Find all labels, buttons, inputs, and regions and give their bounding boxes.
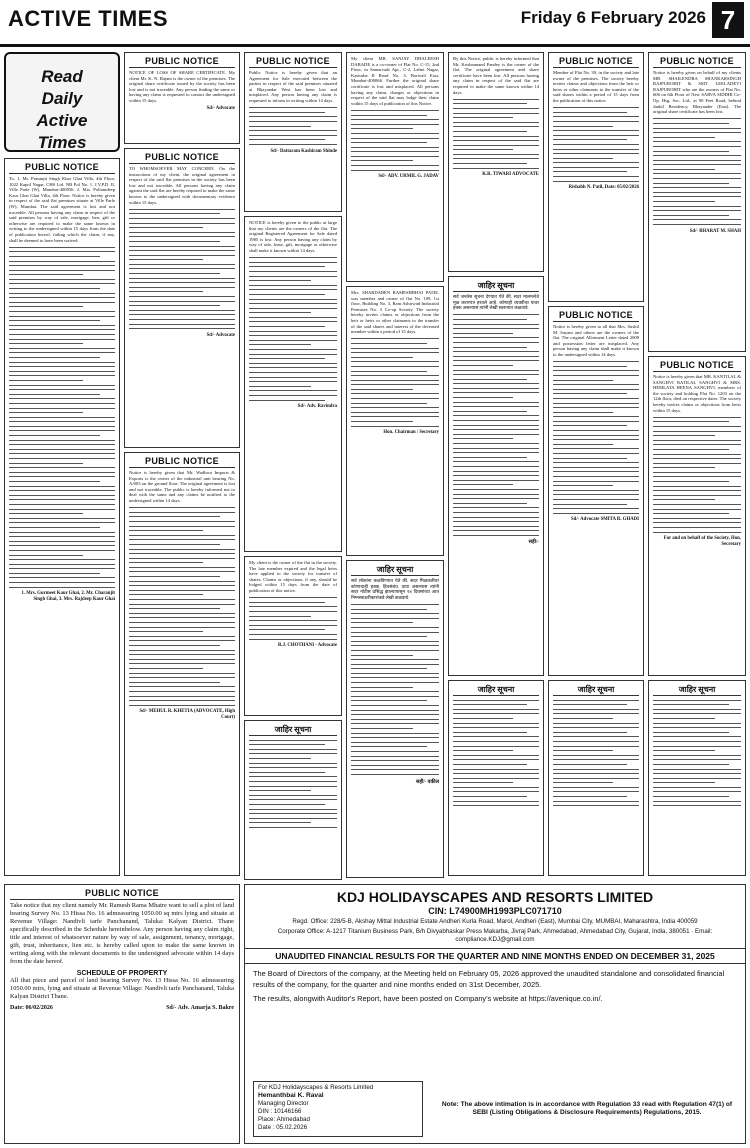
notice-body: Notice is hereby given that MR. KANTILAL & SANGHVI RATILAL SANGHVI & MRS. HEMLATA HEENA SANGHVI, members of the society and holding Flat No. 1203 on the 12th floor, died on respective dates. The society hereby invites claims or objections from heirs within 15 days. bbox=[653, 374, 741, 413]
notice-signatory: Sd/- BHARAT M. SHAH bbox=[689, 228, 741, 234]
public-notice bbox=[346, 52, 444, 282]
column-1 bbox=[4, 52, 120, 880]
public-notice bbox=[448, 52, 544, 272]
column-4 bbox=[346, 52, 444, 880]
public-notice bbox=[548, 52, 644, 302]
notice-signatory: सही/- bbox=[528, 540, 539, 546]
column-5 bbox=[448, 52, 544, 880]
public-notice bbox=[648, 52, 746, 352]
results-paragraph-2: The results, alongwith Auditor's Report, have been posted on Company's website at https://avenique.co.in/. bbox=[253, 994, 603, 1003]
notice-signatory: Sd/- Adv. Amarja S. Bakre bbox=[166, 1005, 234, 1011]
notice-text-lines bbox=[351, 338, 439, 426]
notice-signatory: Sd/- Dattaram Kashiram Shinde bbox=[270, 148, 337, 154]
public-notice bbox=[124, 148, 240, 448]
notice-heading: PUBLIC NOTICE bbox=[129, 152, 235, 164]
public-notice bbox=[244, 216, 342, 552]
public-notice bbox=[124, 452, 240, 876]
notice-text-lines bbox=[553, 700, 639, 807]
notice-footer bbox=[10, 1005, 234, 1011]
notice-heading: PUBLIC NOTICE bbox=[249, 56, 337, 68]
notice-date: Date: 06/02/2026 bbox=[10, 1005, 53, 1011]
notice-text-lines bbox=[249, 257, 337, 400]
notice-body: Notice is hereby given that Mr. Wadhwa Imports & Exports is the owner of the industrial unit bearing No. A/003 on the ground floor. The original agreement is lost and not traceable. The public is hereby informed not to deal with the same and any claims be notified to the undersigned within 14 days. bbox=[129, 470, 235, 503]
results-subtitle: UNAUDITED FINANCIAL RESULTS FOR THE QUARTER AND NINE MONTHS ENDED ON DECEMBER 31, 2025 bbox=[245, 948, 745, 964]
notice-heading: PUBLIC NOTICE bbox=[553, 56, 639, 68]
notice-signatory: 1. Mrs. Gurmeet Kaur Ghai, 2. Mr. Charanjit Singh Ghai, 3. Mrs. Rajdeep Kaur Ghai bbox=[21, 591, 115, 603]
notice-body: Take notice that my client namely Mr. Ramesh Rama Mhatre want to sell a plot of land bearing Survey No. 13 Hissa No. 16 admeasuring 1050.00 sq mtrs lying and situate at Revenue Village: Nandivli tarfe Panchanand, Taluka: Kalyan District. Thane specifically described in the Schedule hereinbelow. Any person having any claim right, title and interest of whatsoever nature by way of sale, assignment, tenancy, mortgage, gift, trust, inheritance, lien etc. is hereby called upon to make the same known in writing along with the relevant documents to the undersigned advocate within 14 days from the date hereof. bbox=[10, 902, 234, 965]
notice-text-lines bbox=[653, 118, 741, 225]
column-3 bbox=[244, 52, 342, 880]
notice-text-lines bbox=[351, 110, 439, 171]
public-notice bbox=[124, 52, 240, 144]
land-sale-public-notice bbox=[4, 884, 240, 1144]
hindi-notice-heading: जाहिर सूचना bbox=[351, 564, 439, 576]
notice-heading: PUBLIC NOTICE bbox=[653, 56, 741, 68]
notice-signatory: K.R. TIWARI ADVOCATE bbox=[482, 172, 539, 178]
notice-signatory: Sd/- Advocate bbox=[206, 105, 235, 111]
promo-line-4: Times bbox=[37, 133, 87, 152]
public-notice bbox=[4, 158, 120, 876]
notice-text-lines bbox=[249, 107, 337, 145]
notice-signatory: Rishabh N. Patil, Date: 05/02/2026 bbox=[568, 185, 639, 191]
notice-signatory: Sd/- ADV. URMIL G. JADAV bbox=[378, 174, 439, 180]
notice-body: Notice is hereby given on behalf of my clients MR. SHAILENDRA SHANKARSINGH RAJPUROHIT & SMT. LEELADEVI RAJPUROHIT who are the owners of Flat No. 606 on 6th Floor of New SARVA SIDDHI Co-Op. Hsg. Soc. Ltd., at 90 Feet Road, behind Jankil Residency, Bhayander (East). The original share certificate has been lost. bbox=[653, 70, 741, 115]
hindi-notice bbox=[548, 680, 644, 876]
notice-body: NOTICE OF LOSS OF SHARE CERTIFICATE. My client Mr. K. N. Rajani is the owner of the premises. The original share certificate issued by the society has been lost and is not traceable. Any person finding the same or having any claim is requested to contact the undersigned within 15 days. bbox=[129, 70, 235, 103]
hindi-notice-heading: जाहिर सूचना bbox=[553, 684, 639, 696]
promo-line-1: Read bbox=[41, 67, 83, 86]
signatory-name: Hemanthbai K. Raval bbox=[258, 1092, 324, 1099]
signatory-role: Managing Director bbox=[258, 1100, 309, 1107]
column-7 bbox=[648, 52, 746, 880]
hindi-notice bbox=[448, 680, 544, 876]
promo-line-2: Daily bbox=[41, 89, 83, 108]
hindi-notice bbox=[244, 720, 342, 880]
notice-heading: PUBLIC NOTICE bbox=[129, 456, 235, 468]
results-paragraph-1: The Board of Directors of the company, at the Meeting held on February 05, 2026 approved the unaudited standalone and consolidated financial results of the company, for the quarter and nine months ended on 31st December, 2025. bbox=[253, 969, 725, 989]
signatory-date: Date : 05.02.2026 bbox=[258, 1124, 308, 1131]
company-cin: CIN: L74900MH1993PLC071710 bbox=[428, 906, 562, 916]
notice-signatory: For and on behalf of the Society, Hon. Secretary bbox=[663, 536, 741, 547]
notice-body: Member of Flat No. 39, in the society and late owner of the premises. The society hereby invites claims and objections from the heir or heirs or other claimants to the transfer of the said shares within a period of 15 days from the publication of this notice. bbox=[553, 70, 639, 103]
hindi-notice-heading: जाहिर सूचना bbox=[249, 724, 337, 736]
masthead bbox=[0, 0, 750, 47]
corporate-office: Corporate Office: A-1217 Titanium Business Park, B/h Divyabhaskar Press Makarba, Jivraj Park, Ahmedabad, Ahmedabad City, Gujarat, India, 380051 · Email: compliance.KDJ@gmail.com bbox=[277, 928, 713, 943]
notice-text-lines bbox=[653, 700, 741, 807]
issue-date: Friday 6 February 2026 bbox=[520, 8, 706, 27]
notice-text-lines bbox=[453, 99, 539, 169]
notice-signatory: Sd/- MEHUL R. KHETIA (ADVOCATE, High Court) bbox=[139, 709, 235, 721]
notice-text-lines bbox=[129, 507, 235, 706]
column-6 bbox=[548, 52, 644, 880]
notice-text-lines bbox=[653, 417, 741, 533]
hindi-notice bbox=[648, 680, 746, 876]
schedule-title: SCHEDULE OF PROPERTY bbox=[76, 970, 168, 977]
hindi-notice-heading: जाहिर सूचना bbox=[453, 684, 539, 696]
notice-heading: PUBLIC NOTICE bbox=[653, 360, 741, 372]
column-2 bbox=[124, 52, 240, 880]
public-notice bbox=[648, 356, 746, 676]
notice-signatory: सही/- वकील bbox=[416, 779, 439, 785]
public-notice bbox=[244, 52, 342, 212]
notice-body: TO WHOMSOEVER MAY CONCERN. On the instructions of my client, the original agreement in respect of the said flat premises in the society has been lost and not traceable. All persons having any claim against the said flat are hereby required to make the same known to the undersigned with documentary evidence within 15 days. bbox=[129, 166, 235, 205]
notice-heading: PUBLIC NOTICE bbox=[10, 888, 234, 900]
notice-body: Public Notice is hereby given that an Agreement for Sale executed between the parties in respect of the said premises situated at Bhayandar West has been lost and misplaced. Any person having any claim is requested to inform in writing within 14 days. bbox=[249, 70, 337, 103]
signatory-place: Place: Ahmedabad bbox=[258, 1116, 310, 1123]
marathi-notice bbox=[448, 276, 544, 676]
notice-text-lines bbox=[453, 700, 539, 807]
notice-body: सर्व लोकांना कळविण्यात येते की, सदर मिळकतीवर कोणाचाही हक्क, हितसंबंध, दावा असल्यास त्यांनी सदर नोटीस प्रसिद्ध झाल्यापासून १४ दिवसांच्या आत निम्नस्वाक्षरीकारांकडे लेखी कळवावे. bbox=[351, 578, 439, 600]
hindi-notice-heading: जाहिर सूचना bbox=[653, 684, 741, 696]
notice-body: My client is the owner of the flat in the society. The late member expired and the legal heirs have applied to the society for transfer of shares. Claims or objections, if any, should be lodged within 15 days from the date of publication of this notice. bbox=[249, 560, 337, 593]
notice-text-lines bbox=[553, 107, 639, 182]
signatory-box bbox=[253, 1081, 423, 1137]
notice-heading: PUBLIC NOTICE bbox=[553, 310, 639, 322]
notice-text-lines bbox=[129, 209, 235, 329]
kdj-results-advertisement bbox=[244, 884, 746, 1144]
hindi-notice-heading: जाहिर सूचना bbox=[453, 280, 539, 292]
notice-signatory: Sd/- Advocate bbox=[206, 332, 235, 338]
schedule-body: All that piece and parcel of land bearing Survey No. 13 Hissa No. 16 admeasuring 1050.00 mtrs, lying and situate at Revenue Village: Nandivli tarfe Panchanand, Taluka Kalyan District Thane. bbox=[10, 977, 234, 1000]
signatory-din: DIN : 10146166 bbox=[258, 1108, 302, 1115]
newspaper-title: ACTIVE TIMES bbox=[8, 6, 169, 31]
notice-heading: PUBLIC NOTICE bbox=[9, 162, 115, 174]
notice-body: To, 1. Mr. Prasanjit Singh Khar Ghai Villa, 4th Floor, 1022 Kapol Nagar, CHS Ltd. NB Pol No. 1, J.V.P.D. II, Ville Parle (W), Mumbai-400056. 2. Mrs. Pollamdeep Kaur Ghai Ghai Villa, 4th Floor. Notice is hereby given in respect of the said flat premises situate at Ville Parle (W), Mumbai. The said agreement is lost and not traceable. All persons having any claim in respect of the said premises by way of sale, mortgage, lien, gift or otherwise are required to make the same known in writing to the undersigned within 15 days from the date of publication hereof, failing which the claim, if any, shall be deemed to have been waived. bbox=[9, 176, 115, 243]
registered-office: Regd. Office: 228/5-B, Akshay Mittal Industrial Estate Andheri Kurla Road, Marol, Andheri (East), Mumbai City, MUMBAI, Maharashtra, India 400059 bbox=[292, 918, 698, 925]
notice-text-lines bbox=[553, 361, 639, 514]
notice-body: Mrs. SHARDABEN RAMESHBHAI PATEL was member and owner of flat No. 109, 1st floor, Building No. 3, Ram Ashirwad Industrial Premises No. 3 Co-op Society. The society hereby invites claims or objections from the heir or heirs or other claimants to the transfer of the said shares and interest of the deceased member within a period of 15 days. bbox=[351, 290, 439, 335]
notice-signatory: Hon. Chairman / Secretary bbox=[383, 430, 439, 436]
sebi-note: Note: The above intimation is in accordance with Regulation 33 read with Regulation 47(1) of SEBI (Listing Obligations & Disclosure Requirements) Regulations, 2015. bbox=[441, 1101, 733, 1117]
notice-body: Notice is hereby given to all that Mrs. Sushil M. Sayani and others are the owners of the flat. The original Allotment Letter dated 2008 and possession letter are misplaced. Any person having any claim shall make it known to the undersigned within 14 days. bbox=[553, 324, 639, 357]
signatory-for: For KDJ Holidayscapes & Resorts Limited bbox=[258, 1084, 374, 1091]
public-notice bbox=[346, 286, 444, 556]
notice-signatory: Sd/- Adv. Ravindra bbox=[297, 404, 337, 410]
promo-line-3: Active bbox=[36, 111, 88, 130]
notice-text-lines bbox=[249, 740, 337, 828]
notice-signatory: Sd/- Advocate SMITA R. GHADI bbox=[570, 517, 639, 523]
notice-body: सर्व जनतेस सूचना देण्यात येते की, सदर मालमत्तेचे मूळ करारपत्र हरवले आहे. कोणाही व्यक्तीचा यावर हक्क असल्यास त्यांनी लेखी स्वरूपात कळवावे. bbox=[453, 294, 539, 311]
company-name: KDJ HOLIDAYSCAPES AND RESORTS LIMITED bbox=[336, 889, 654, 905]
notice-text-lines bbox=[453, 314, 539, 536]
notice-text-lines bbox=[351, 604, 439, 775]
notice-text-lines bbox=[9, 247, 115, 588]
public-notice bbox=[548, 306, 644, 676]
notice-body: By this Notice, public is hereby informed that Mr. Krishnanand Pandey is the owner of the flat. The original agreement and share certificate have been lost. All persons having any claim in respect of the said flat are required to make the same known within 14 days. bbox=[453, 56, 539, 95]
marathi-notice bbox=[346, 560, 444, 878]
public-notice bbox=[244, 556, 342, 716]
notice-body: NOTICE is hereby given to the public at large that my clients are the owners of the flat. The original Registered Agreement for Sale dated 1985 is lost. Any person having any claim by way of sale, lease, gift, mortgage or otherwise shall make it known within 14 days. bbox=[249, 220, 337, 253]
promo-box bbox=[4, 52, 120, 152]
notice-body: My client MR. SANJAY DHALEESH DABADE is a co-owner of Flat No. C-15, 2nd Floor, in Samarvadi Apt., C-2, Lalmi Nagar, Kasturba II Road No. 3, Borivali East, Mumbai-400066. Further the original share certificate is lost and misplaced. All persons having any claim, charges or objections in respect of the said flat may lodge their claim within 15 days of publication of this Notice. bbox=[351, 56, 439, 106]
notice-heading: PUBLIC NOTICE bbox=[129, 56, 235, 68]
notice-text-lines bbox=[249, 597, 337, 639]
notice-signatory: R.J. CHOTHANI - Advocate bbox=[277, 643, 337, 649]
page-number: 7 bbox=[712, 2, 744, 38]
